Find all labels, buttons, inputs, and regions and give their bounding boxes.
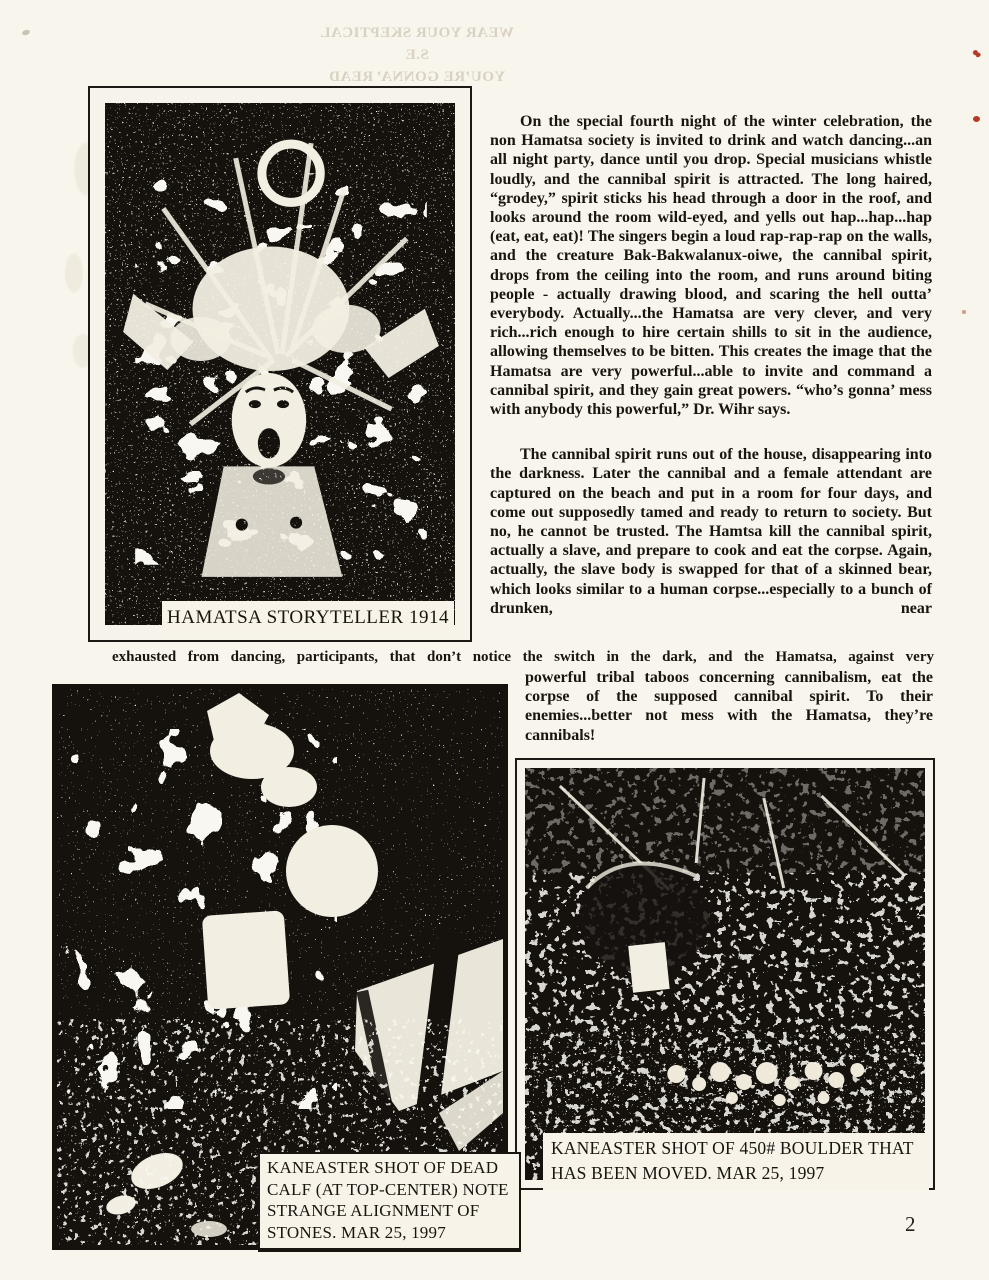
- scan-fleck: [21, 29, 30, 36]
- caption-storyteller: HAMATSA STORYTELLER 1914: [162, 601, 454, 634]
- body-paragraph-2-top: The cannibal spirit runs out of the house, disappearing into the darkness. Later the cannibal and a female attendant are captured on the beach and put in a room for four days, and come out supposedly tamed and ready to return to society. But no, he cannot be trusted. The Hamtsa kill the cannibal spirit, actually a slave, and prepare to cook and eat the corpse. Again, actually, the slave body is swapped for that of a skinned bear, which looks similar to a human corpse...especially to a bunch of drunken, near: [490, 446, 932, 617]
- bleed-through-line: WEAR YOUR SKEPTICAL S.E: [320, 25, 514, 63]
- caption-boulder: KANEASTER SHOT OF 450# BOULDER THAT HAS BEEN MOVED. MAR 25, 1997: [543, 1133, 929, 1190]
- storyteller-artwork: [105, 103, 455, 625]
- red-scan-mark: [973, 116, 980, 122]
- photo-image-boulder: [525, 768, 925, 1180]
- body-paragraph-2-bottom: powerful tribal taboos concerning cannibalism, eat the corpse of the supposed cannibal spirit. To their enemies...better not mess with the Hamatsa, they’re cannibals!: [525, 669, 933, 744]
- red-scan-mark: [962, 310, 966, 314]
- red-scan-mark: [971, 48, 982, 58]
- bleed-through-line: YOU’RE GONNA’ READ: [328, 69, 506, 85]
- boulder-artwork: [525, 768, 925, 1180]
- page-number: 2: [905, 1212, 916, 1236]
- photo-boulder: [515, 758, 935, 1190]
- photo-image-storyteller: [105, 103, 455, 625]
- photo-hamatsa-storyteller: [88, 86, 472, 642]
- body-paragraph-1: On the special fourth night of the winter celebration, the non Hamatsa society is invited to drink and watch dancing...an all night party, dance until you drop. Special musicians whistle loudly, and the cannibal spirit is attracted. The long haired, “grodey,” spirit sticks his head through a door in the roof, and looks around the room wild-eyed, and yells out hap...hap...hap (eat, eat, eat)! The singers begin a loud rap-rap-rap on the walls, and the creature Bak-Bakwalanux-oiwe, the cannibal spirit, drops from the ceiling into the room, and runs around biting people - actually drawing blood, and scaring the hell outta’ everybody. Actually...the Hamatsa are very clever, and very rich...rich enough to hire certain shills to sit in the audience, allowing themselves to be bitten. This creates the image that the Hamatsa are very powerful...able to invite and command a cannibal spirit, and they gain great powers. “who’s gonna’ mess with anybody this powerful,” Dr. Wihr says.: [490, 113, 932, 419]
- body-paragraph-2-wide-line: exhausted from dancing, participants, that don’t notice the switch in the dark, and the Hamatsa, against very: [112, 649, 934, 665]
- article-column-right: [490, 112, 932, 618]
- caption-dead-calf: KANEASTER SHOT OF DEAD CALF (AT TOP-CENTER) NOTE STRANGE ALIGNMENT OF STONES. MAR 25, 1997: [258, 1152, 521, 1252]
